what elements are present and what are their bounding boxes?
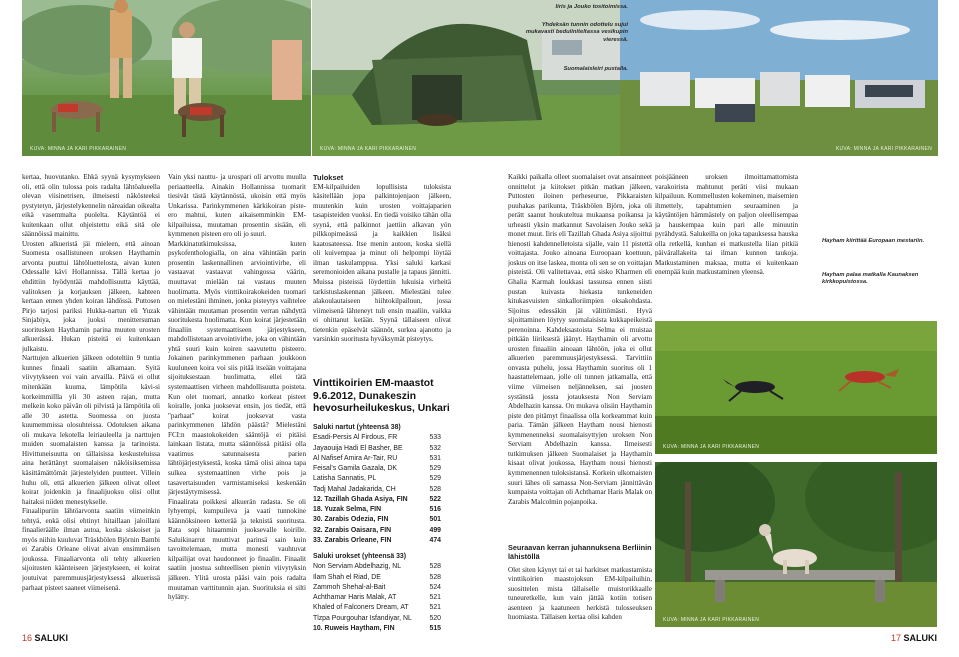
results-row — [313, 562, 441, 572]
column-1-text: kertaa, huovutanko. Ehkä syynä kysymykseen oli, että olin tulossa pois radalta lähtöalueella olevan viisinetrisen, ilmeisesti näkösteeksi pystytetyn, järjestelykennelin näreaidan oikealta eikä vasemmalta puolelta. Käytäntöä ei kuitenkaan ollut ohjeistettu eikä sitä ole säännöissä mainittu. Urosten alkueristä jäi mieleen, että ainoan Suomesta osallistuneen uroksen Haythamin arvonta puuttui lähtöluettelosta, aivan kuten Odessalle kävi Hollannissa. Tällä kertaa jo ehdittiin hyödyntää mahdollisuutta käyttää, valitoksen ja korjauksen jälkeen, kahteen kertaan ennen yhden koiran lähdössä. Puttosen Pirjo tarjosi pariksi Hukka-nartun eli Yuzak Sinjabiya, joka juoksi menittersuman suoritusken Haythamin parina muuten urosten alkuerässä. Hukan pisteitä ei kuitenkaan julkaistu. Narttujen alkuerien jälkeen odoteltiin 9 tuntia kunnes finaali saatiin alkamaan. Syitä viivytykseen voi vain arvailla. Päivä ei ollut mitenkään kuuma, lämpötila kävi-si korkeimmillla yli 30 asteen rajan, mutta melkein koko päivän oli pilvistä ja lämpötila oli alle 30 astetta. Suomessa on juosta kuumemmissa olosuhteissa. Odotuksen aikana oli mukava lekotella leiriauleella ja narttujen muiden suomalaisten kanssa ja tarinoista. Hivittuneisuutta on tällaisissa keskusteluissa aina herättänyt suomalaisen näköisiksemissa käsittämättömät järjestelyiden puutteet. Villein huhu oli, että alkuerien jälkeen olivat olleet koirat joidenkin ja finaalijuoksu olisi ollut haitaksi niiden menestykselle. Finaalipuriin lähtöarvonta saatiin viimeinkin tehtyä, enkä olisi ehtinyt hitaillaan jaloillani finaalieräälle ilman autoa, koska siskoiset ja myös niihin kuuluvat Träskbölen Björnin Bambi ei Zarabis Orleane olivat aivan ensimmäisen joukossa. Finaaliarvonta oli tehty alkuerien sijoitusten käänteiseen järjestykseen, ei koirat joutuivat paremmuusjärjestyksessä alkuerissä parhaat pisteet saaneet viimeisenä. — [22, 173, 160, 592]
photo-running-saluki — [655, 321, 937, 454]
results-points: 531 — [429, 454, 441, 462]
folio-right — [891, 633, 937, 643]
results-dog-name: Zammoh Shehal-al-Bait — [313, 583, 386, 591]
article-column-4 — [508, 173, 652, 633]
results-dog-name: Jayaouija Hadi El Basher, BE — [313, 444, 403, 452]
results-male-list — [313, 562, 441, 634]
results-row — [313, 474, 441, 484]
photo-handlers-salukis — [22, 0, 311, 156]
results-points: 533 — [429, 434, 441, 442]
page-number-left: 16 — [22, 633, 33, 643]
results-row — [313, 444, 441, 454]
caption-hayham-park: Hayham palaa matkalla Kaunaksen kirkkopuistossa. — [822, 272, 919, 286]
results-row — [313, 573, 441, 583]
results-dog-name: 33. Zarabis Orleane, FIN — [313, 536, 392, 544]
results-dog-name: Latisha Sannatis, PL — [313, 475, 377, 483]
results-row — [313, 485, 441, 495]
results-points: 515 — [429, 624, 441, 632]
results-points: 520 — [429, 614, 441, 622]
results-points: 529 — [429, 475, 441, 483]
results-dog-name: Feisal's Gamila Gazala, DK — [313, 465, 398, 472]
results-dog-name: Tlzpa Pourgouhar Isfandiyar, NL — [313, 614, 412, 622]
results-points: 499 — [429, 526, 441, 534]
results-points: 528 — [429, 485, 441, 493]
photo-credit: KUVA: MINNA JA KARI PIKKARAINEN — [835, 146, 932, 152]
results-dog-name: Achthamar Haris Malak, AT — [313, 594, 397, 601]
photo-credit: KUVA: MINNA JA KARI PIKKARAINEN — [663, 444, 760, 450]
results-row — [313, 614, 441, 624]
article-column-1 — [22, 173, 160, 631]
results-points: 474 — [429, 536, 441, 544]
results-dog-name: Ilam Shah el Riad, DE — [313, 573, 381, 581]
results-row — [313, 624, 441, 634]
column-3-heading: Tulokset — [313, 173, 344, 182]
results-row — [313, 464, 441, 474]
results-row — [313, 526, 441, 536]
results-dog-name: 32. Zarabis Oaisara, FIN — [313, 526, 392, 534]
results-dog-name: 18. Yuzak Selma, FIN — [313, 506, 382, 513]
photo-camp — [620, 0, 938, 156]
article-column-2 — [168, 173, 306, 631]
magazine-name-left: SALUKI — [34, 633, 69, 643]
results-row — [313, 433, 441, 443]
photo-credit: KUVA: MINNA JA KARI PIKKARAINEN — [663, 617, 760, 623]
results-points: 516 — [429, 506, 441, 513]
results-table — [313, 423, 441, 634]
results-points: 521 — [429, 594, 441, 601]
results-points: 528 — [429, 573, 441, 581]
column-2-text: Vain yksi nauttu- ja urospari oli arvottu muulla periaatteella. Ainakin Hollannissa tuomarit tiesivät tästä käytännöstä, ukoisin että myös Unkarissa. Parinkymmenen kärkikoiran piste-ero mahtui, kuten aikaisemminkin EM-kilpailuissa, muutaman prosentin sisään, eli kymmenen pisteen ero oli jo suuri. Markkinatutkimuksissa, kuten psykofenthologialla, on aina vähintään parin prosentin laskennallinen arviointivirhe, eli vastaavat vastaavat vahingossa väärin, muuttavat mielään tai vastaus muuten huolimattа. Myös vinttikoirakokeiden tuomari on mielestäni ihminen, jonka pisteytys vaihtelee vähintään muutaman prosentin verran nähdyttä suoritukesta huolimatta. Kun koirat järjestetään finaaliin systemaattiseen järjestykseen, mahdollistetaan arvointivirhe, joka on vähintään yhtä suuri kuin koiren saavutettu pisteero. Jokainen parinkymmenen parhaan joukkoon kuuluneen koira voi siis pitää itseään voittajana sijoituksestaan huolimatta, ellei tätä systemaattisen virheen mahdollisuutta poisteta. Kun olet tuomari, annatko korkeat pisteet koiralle, jonka juoksevat ensin, jos tiedät, että "parhaat" koirat juoksevat vasta parinkymmenen lähdön päästä? Mielestäni FCI:n maastokokeiden sääntöjä ei pitäisi lainkaan listata, mutta säännöissä pitäisi olla vaatimus satunnaisesta parien lähtöjärjestyksestä, koska tämä olisi ainoa tapa sulkea systemaattinen virhe pois ja tasavertaisuuden varmistamiseksi keskenään järjestäytymisessä. Finaalirata poikkesi alkuerän radasta. Se oli lyhyempi, kumpuileva ja vaati tunnokine käännöksineen ketterää ja teknistä suoritusta. Rata sopi hitaammin juoksevalle koirille. Saluikinarrut muuttivat parinsä sain kuin tavoittelemaan, mutta monesti vauhtuvat kilpailijat ovat haudonneet jo finaalin. Finaalit saatiin juostua suhteellisen pienin viivytyksin jälkeen. Ylitä urosta pääsi vain pois radalta muutaman varttitunnin ajan. Suorituksia ei silti hylätty. — [168, 173, 306, 602]
results-dog-name: 10. Ruweis Haytham, FIN — [313, 624, 395, 632]
article-column-5 — [655, 173, 798, 293]
photo-running-illustration — [655, 321, 937, 454]
results-female-list — [313, 433, 441, 546]
results-dog-name: Tadj Mahal Jadakarida, CH — [313, 485, 396, 493]
results-row — [313, 583, 441, 593]
results-row — [313, 536, 441, 546]
results-row — [313, 603, 441, 613]
photo-credit: KUVA: MINNA JA KARI PIKKARAINEN — [30, 146, 127, 152]
column-4-text: Kaikki paikalla olleet suomalaiset ovat ansainneet onnittelut ja kiitokset pitkän matkan jälkeen, Puttosten iloinen perheseurue, Pikkaraisten puuhakas parikunta, Träskbölen Björn, joka oli perätt saanut houkuteltua mukaansa poikansa ja urheasti yksin matkannut Savolaisen Jouko sekä monet muut. Iiris eli Tazillah Ghada Asiya sijoittui hienosti kahdennelletoista sijalle, vain 11 pistettä voittajasta. Jouko ainoana Euroopaan koettuun, joskus on itse laskea, monta oli sen se on voittajan pisteistä. Oli valitettavaa, että sisko Kharmen eli Ghalia Karmah loukkasi tassunsa ennen siisti pustan kuivasta hiekasta tunkeneiden kitukasvuisten sinkalloriimpien oksakohdasta. Sijoitus edessäkin jäi välittömästi. Hyvä sijoittaminen löytyy suomalaisista kukkapeikeistä perenoinna. Kahdeksastoista Selma ei muistaa pitkään liiriksestä jäänyt. Haythamin oli arvottu urosten finaaliin ainoaan lähtöön, joka ei ollut alkuerien paremmuusjärjestyksessä. Tarvittiin onvasta puhelu, jossa Haythamin suoritus oli 1 haastattelemaan, jolle oli tunnen jatkamalla, että viime viimeisen neljänneksen, sai juosten systänstä jossta jotauksesta Non Serviam Abdelhazin kanssa. On mukava olisiin Haythamin piste den pitämyt finaalissa olla korkeammat kuin paria. Tämän jälkeen Haytham nousi hienosti kymmenenneksi suomalaisyttyjen uroksen Non Serviam Abdelhazin kanssa. Ilmeisesti tutkimuksen jälkeen Suomalaiset ja Haythamin kisaat olivat joukossa, Haytham nousi hienosti kymmenennen tuloksistansä. Korkein ulkomaisten suuri lähes oli samassa Non-Serviam jännittävän kumpaista voittajan oli Achthamar Haris Malak on Zarabis Malcolmin pojanpoika. — [508, 173, 652, 506]
article-column-3 — [313, 173, 451, 373]
results-dog-name: Khaled of Falconers Dream, AT — [313, 604, 409, 612]
results-points: 501 — [429, 516, 441, 524]
photo-park-illustration — [655, 462, 937, 627]
photo-saluki-park — [655, 462, 937, 627]
caption-tent-wait: Yhdeksän tunnin odottelu sujui mukavasti beduiiniteltassa vesikupin vieressä. — [525, 22, 628, 43]
results-row — [313, 495, 441, 505]
folio-left — [22, 633, 68, 643]
column-5-text: poisjääneen uroksen ilmoittamattomista varakoiristа mahtunut peräti viisi mukaan kilpailuun. Kommellusten kokeminen, maisemien ihmettely, tapahtumien seuraaminen ja käytäntöjen hämmästely on paljon oleellisempaa ja hauskempaa kuin pari alle minuutin pyrähdystä. Salukeilla on joka tapauksessa hauska olla retkellä, kunhan ei matkustella liian pitkiä päivärallakeita tai ilman kunnon taukoja. Matkustaminen maksaa, mutta ei kuitenkaan enempää kuin matkustaminen yleensä. — [655, 173, 798, 277]
results-points: 521 — [429, 604, 441, 612]
caption-iiris-jouko: Iiris ja Jouko tositoimissa. — [555, 4, 628, 10]
page-number-right: 17 — [890, 633, 901, 643]
results-points: 524 — [429, 583, 441, 591]
caption-finnish-camp: Suomalaisleiri pustalla. — [563, 66, 628, 72]
results-dog-name: Esadi-Persis Al Firdous, FR — [313, 434, 398, 442]
photo-handlers-illustration — [22, 0, 311, 156]
results-points: 528 — [429, 563, 441, 571]
results-dog-name: Non Serviam Abdelhazig, NL — [313, 563, 402, 571]
results-title: Vinttikoirien EM-maastot 9.6.2012, Dunakeszin hevosurheilukeskus, Unkari — [313, 378, 450, 415]
results-row — [313, 454, 441, 464]
results-dog-name: 12. Tazillah Ghada Asiya, FIN — [313, 495, 408, 503]
magazine-name-right: SALUKI — [903, 633, 937, 643]
results-dog-name: 30. Zarabis Odezia, FIN — [313, 516, 389, 524]
results-points: 529 — [429, 465, 441, 472]
results-row — [313, 505, 441, 515]
column-4-continuation: Olet siten käynyt tai et tai harkitset matkustamista vinttikoirien maastojoksun EM-kilpailuihin, suosittelen mista tällaiselle muistorikkaalle tuneuretkelle, kun vain jättää kotiin totisen asenteen ja kaatuneen herkistä tulosseuksen huomiasta. Tällaisen kertaa olisi kahden — [508, 565, 652, 622]
column-4-subheading: Seuraavan kerran juhannuksena Berliinin lähistöllä — [508, 543, 652, 562]
results-points: 532 — [429, 444, 441, 452]
results-dog-name: Al Nafisef Amira Ar-Tair, RU — [313, 454, 398, 462]
results-row — [313, 515, 441, 525]
results-female-heading: Saluki nartut (yhteensä 38) — [313, 424, 401, 431]
photo-camp-illustration — [620, 0, 938, 156]
results-row — [313, 593, 441, 603]
photo-credit: KUVA: MINNA JA KARI PIKKARAINEN — [320, 146, 417, 152]
results-male-heading: Saluki urokset (yhteensä 33) — [313, 553, 407, 560]
column-3-text: EM-kilpailuiden lopullisista tuloksista käsitellään jopa palkintojenjaon jälkeen, muutenkin kuin urosten voittajaparien tasapisteiden vuoksi. En tiedä voisiko tähän olla syynä, että palkinnot jaettiin alkavan yön pilkkopimeässä ja kaikkien lisäksi kaatosateessa. Itse menin autoon, koska siellä oli kuivempaa ja minut oli helpompi löytää ilman taskulamppua. Yksi saluki karkasi seremonioiden aikana pustalle ja tapaus jännitti. Muissa pisteissä löydettiin lukuisia virheitä tarkistuslaskennan jälkeen. Mielestäni tulee alakoulautaiseen hiihtokilpailuun, jossa viimeisenä lähteneyt tuli ensin maaliin, vaikka ei ohittanut ketään. Syynä tällaiseen olivat tietenkin epäselvät säännöt, surkea ajanotto ja varsinkin suoritusta hyväksymät pisteytys. — [313, 182, 451, 344]
caption-hayham-finish: Hayham kiirittää Europaan mestariin. — [822, 238, 925, 244]
results-points: 522 — [429, 495, 441, 503]
